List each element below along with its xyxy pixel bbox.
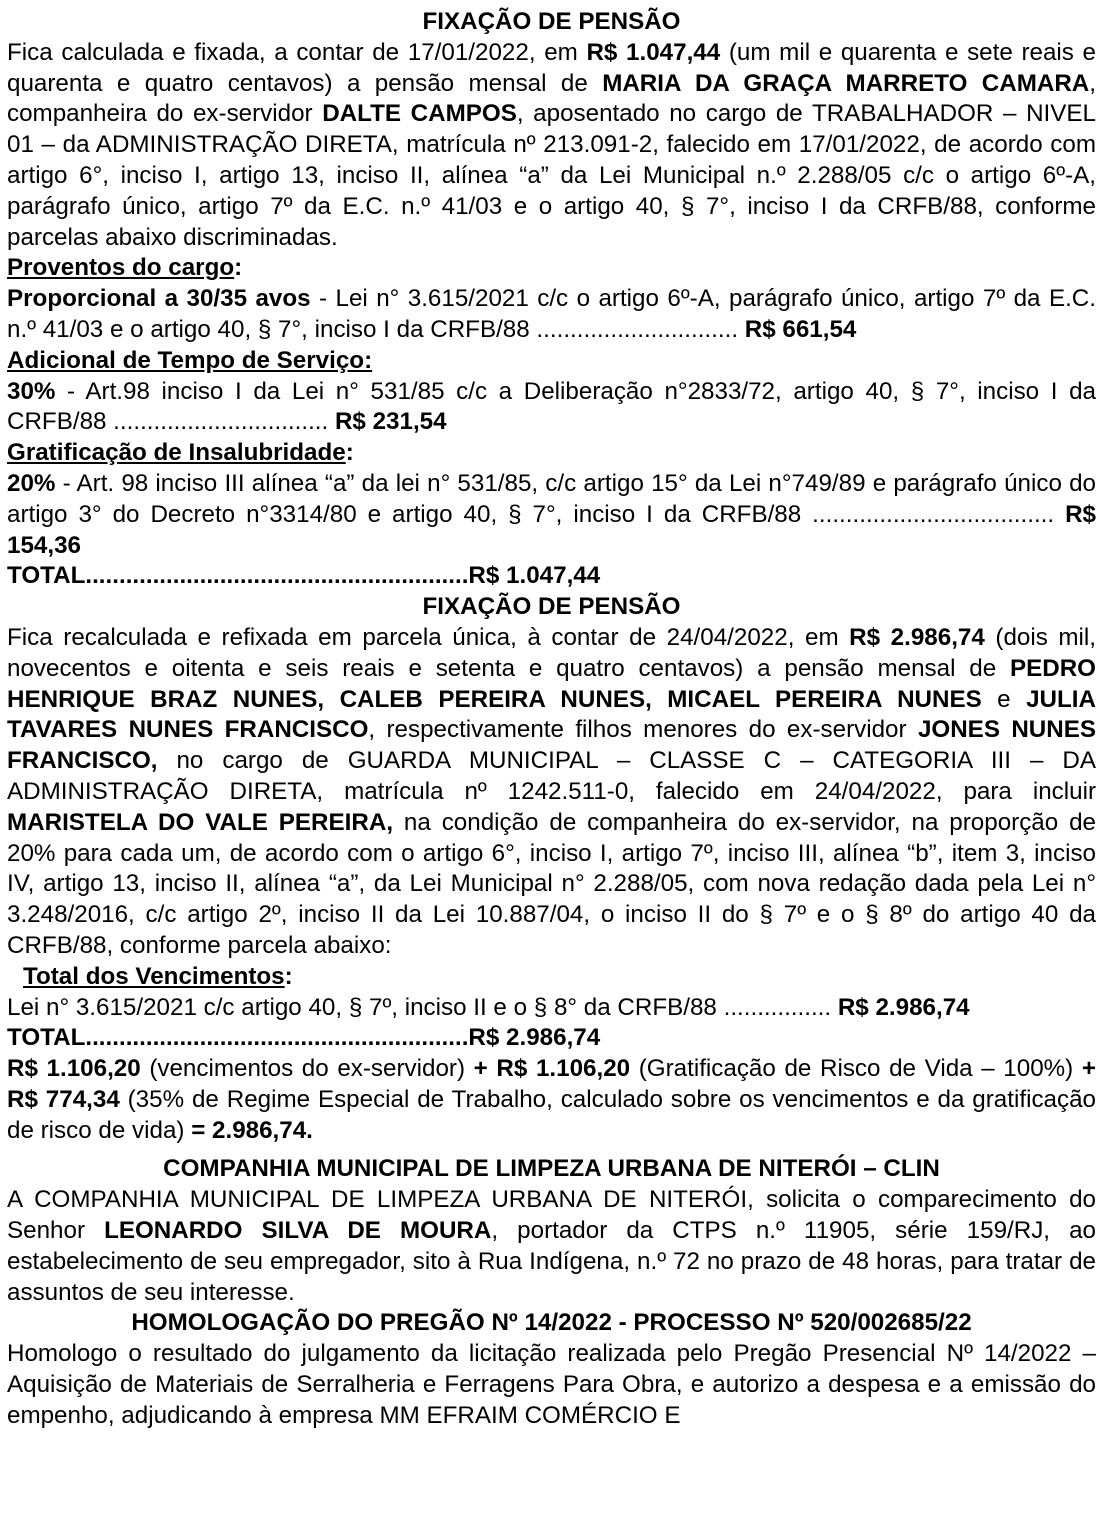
bold-text: R$ 1.106,20 <box>7 1055 141 1083</box>
bold-text: MARIA DA GRAÇA MARRETO CAMARA <box>602 69 1090 97</box>
bold-text: LEONARDO SILVA DE MOURA <box>104 1217 492 1245</box>
text: - Art. 98 inciso III alínea “a” da lei n° 531/85, c/c artigo 15° da Lei n°749/89 e parágrafo único do artigo 3° do Decreto n°3314/80 e artigo 40, § 7°, inciso I da CRFB/88 .................................... <box>7 469 1096 528</box>
text: , aposentado no cargo de TRABALHADOR – NIVEL 01 – da ADMINISTRAÇÃO DIRETA, matrícula nº 213.091-2, falecido em 17/01/2022, de acordo com artigo 6°, inciso I, artigo 13, inciso II, alínea “a” da Lei Municipal n.º 2.288/05 c/c o artigo 6º-A, parágrafo único, artigo 7º da E.C. n.º 41/03 e o artigo 40, § 7°, inciso I da CRFB/88, conforme parcelas abaixo discriminadas. <box>7 100 1096 251</box>
spacer <box>7 1146 1096 1154</box>
item-paragraph <box>7 993 1096 1024</box>
section-paragraph <box>7 1339 1096 1431</box>
subheading-text: Total dos Vencimentos <box>23 962 285 990</box>
text: na condição de companheira do ex-servidor, na proporção de 20% para cada um, de acordo com o artigo 6°, inciso I, artigo 7º, inciso III, alínea “b”, item 3, inciso IV, artigo 13, inciso II, alínea “a”, da Lei Municipal n° 2.288/05, com nova redação dada pela Lei n° 3.248/2016, c/c artigo 2º, inciso II da Lei 10.887/04, o inciso II do § 7º e o § 8º do artigo 40 da CRFB/88, conforme parcela abaixo: <box>7 808 1096 959</box>
text: (vencimentos do ex-servidor) <box>140 1055 474 1083</box>
text: , companheira do ex-servidor <box>7 69 1096 128</box>
text: Fica recalculada e refixada em parcela única, à contar de 24/04/2022, em <box>7 623 850 651</box>
item-paragraph <box>7 377 1096 439</box>
bold-text: 20% <box>7 469 56 497</box>
text: e <box>981 685 1027 713</box>
text: A COMPANHIA MUNICIPAL DE LIMPEZA URBANA DE NITERÓI, solicita o comparecimento do Senhor <box>7 1186 1096 1245</box>
calculation-paragraph <box>7 1054 1096 1146</box>
bold-text: MARISTELA DO VALE PEREIRA, <box>7 808 394 836</box>
subheading-text: Proventos do cargo <box>7 254 235 282</box>
bold-text: + R$ 1.106,20 <box>473 1055 631 1083</box>
section-title: FIXAÇÃO DE PENSÃO <box>422 593 681 621</box>
bold-text: = 2.986,74. <box>191 1116 313 1144</box>
bold-text: R$ 2.986,74 <box>849 623 985 651</box>
section-paragraph <box>7 1185 1096 1308</box>
amount: R$ 661,54 <box>744 315 857 343</box>
text: Lei n° 3.615/2021 c/c artigo 40, § 7º, inciso II e o § 8° da CRFB/88 ................ <box>7 993 838 1021</box>
subheading-colon: : <box>345 439 354 467</box>
amount: R$ 231,54 <box>334 408 447 436</box>
subheading <box>7 962 1096 993</box>
subheading <box>7 346 1096 377</box>
total-text: TOTAL.........................................................R$ 2.986,74 <box>7 1024 601 1052</box>
text: , portador da CTPS n.º 11905, série 159/RJ, ao estabelecimento de seu empregador, sito à Rua Indígena, n.º 72 no prazo de 48 horas, para tratar de assuntos de seu interesse. <box>7 1217 1096 1306</box>
text: (um mil e quarenta e sete reais e quarenta e quatro centavos) a pensão mensal de <box>7 38 1096 97</box>
text: Homologo o resultado do julgamento da licitação realizada pelo Pregão Presencial Nº 14/2022 – Aquisição de Materiais de Serralheria e Ferragens Para Obra, e autorizo a despesa e a emissão do empenho, adjudicando à empresa MM EFRAIM COMÉRCIO E <box>7 1340 1096 1429</box>
subheading-text: Adicional de Tempo de Serviço: <box>7 346 373 374</box>
section-title: FIXAÇÃO DE PENSÃO <box>422 8 681 35</box>
text: no cargo de GUARDA MUNICIPAL – CLASSE C – CATEGORIA III – DA ADMINISTRAÇÃO DIRETA, matrícula nº 1242.511-0, falecido em 24/04/2022, para incluir <box>7 747 1096 805</box>
text: (Gratificação de Risco de Vida – 100%) <box>630 1055 1082 1083</box>
text: - Art.98 inciso I da Lei n° 531/85 c/c a Deliberação n°2833/72, artigo 40, § 7°, inciso I da CRFB/88 ................................ <box>7 377 1096 436</box>
bold-text: DALTE CAMPOS <box>322 100 517 128</box>
bold-text: + R$ 774,34 <box>7 1055 1096 1113</box>
text: Fica calculada e fixada, a contar de 17/01/2022, em <box>7 38 587 66</box>
subheading-colon: : <box>234 254 243 282</box>
text: - Lei n° 3.615/2021 c/c o artigo 6º-A, parágrafo único, artigo 7º da E.C. n.º 41/03 e o artigo 40, § 7°, inciso I da CRFB/88 .............................. <box>7 285 1096 343</box>
bold-text: 30% <box>7 377 56 405</box>
amount: R$ 2.986,74 <box>837 993 970 1021</box>
total-text: TOTAL.........................................................R$ 1.047,44 <box>7 562 601 590</box>
subheading <box>7 253 1096 284</box>
total-line <box>7 561 1096 592</box>
bold-text: PEDRO HENRIQUE BRAZ NUNES, CALEB PEREIRA NUNES, MICAEL PEREIRA NUNES <box>7 654 1096 713</box>
bold-text: JONES NUNES FRANCISCO, <box>7 716 1096 775</box>
subheading <box>7 438 1096 469</box>
total-line <box>7 1023 1096 1054</box>
subheading-text: Gratificação de Insalubridade <box>7 439 346 467</box>
item-paragraph <box>7 469 1096 561</box>
bold-text: JULIA TAVARES NUNES FRANCISCO <box>7 685 1096 744</box>
text: , respectivamente filhos menores do ex-servidor <box>368 716 918 744</box>
text: (35% de Regime Especial de Trabalho, calculado sobre os vencimentos e da gratificação de risco de vida) <box>7 1085 1096 1144</box>
text: (dois mil, novecentos e oitenta e seis reais e setenta e quatro centavos) a pensão mensal de <box>7 623 1097 682</box>
section-title: HOMOLOGAÇÃO DO PREGÃO Nº 14/2022 - PROCESSO Nº 520/002685/22 <box>131 1309 972 1337</box>
bold-text: R$ 1.047,44 <box>586 38 721 66</box>
bold-text: Proporcional a 30/35 avos <box>7 285 311 313</box>
section-paragraph <box>7 623 1096 962</box>
amount: R$ 154,36 <box>7 500 1096 559</box>
subheading-colon: : <box>284 962 293 990</box>
item-paragraph <box>7 284 1096 346</box>
section-title: COMPANHIA MUNICIPAL DE LIMPEZA URBANA DE NITERÓI – CLIN <box>163 1155 940 1183</box>
section-paragraph <box>7 38 1096 254</box>
